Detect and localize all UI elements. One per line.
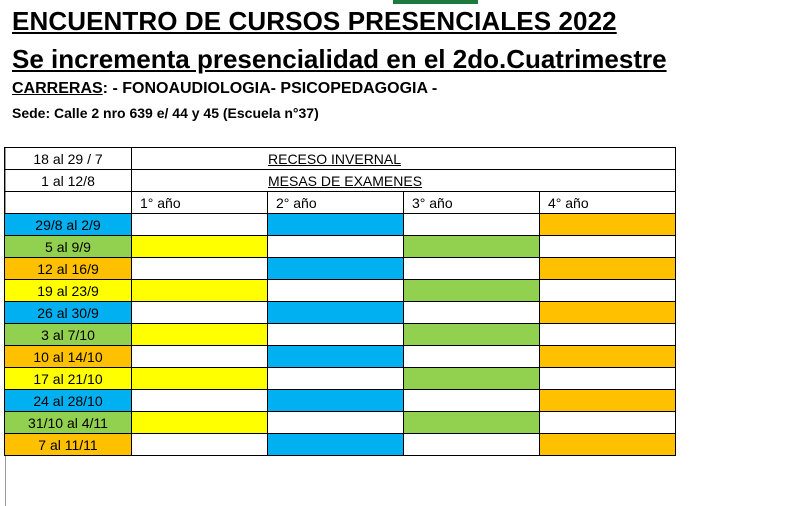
year-4-cell — [540, 236, 676, 258]
week-dates-cell: 19 al 23/9 — [5, 280, 132, 302]
year-header: 4° año — [540, 192, 676, 214]
year-1-cell — [132, 434, 268, 456]
week-dates-cell: 31/10 al 4/11 — [5, 412, 132, 434]
header-empty-cell — [5, 192, 132, 214]
schedule-row — [5, 258, 676, 280]
top-green-strip — [393, 0, 478, 4]
week-dates-cell: 17 al 21/10 — [5, 368, 132, 390]
page-subtitle: Se incrementa presencialidad en el 2do.Cuatrimestre — [12, 44, 667, 74]
year-4-cell — [540, 214, 676, 236]
year-2-cell — [268, 368, 404, 390]
year-2-cell — [268, 258, 404, 280]
year-3-cell — [404, 434, 540, 456]
year-3-cell — [404, 214, 540, 236]
year-4-cell — [540, 324, 676, 346]
week-dates-cell: 5 al 9/9 — [5, 236, 132, 258]
schedule-row — [5, 412, 676, 434]
notice-text: RECESO INVERNAL — [132, 148, 676, 170]
year-header: 2° año — [268, 192, 404, 214]
year-2-cell — [268, 280, 404, 302]
year-2-cell — [268, 434, 404, 456]
year-header-row — [5, 192, 676, 214]
year-4-cell — [540, 346, 676, 368]
year-1-cell — [132, 214, 268, 236]
week-dates-cell: 3 al 7/10 — [5, 324, 132, 346]
year-3-cell — [404, 236, 540, 258]
careers-label: CARRERAS — [12, 80, 103, 97]
year-3-cell — [404, 346, 540, 368]
year-4-cell — [540, 368, 676, 390]
schedule-table — [4, 147, 676, 456]
year-2-cell — [268, 302, 404, 324]
year-1-cell — [132, 280, 268, 302]
year-2-cell — [268, 236, 404, 258]
year-4-cell — [540, 280, 676, 302]
notice-row — [5, 148, 676, 170]
year-1-cell — [132, 302, 268, 324]
year-3-cell — [404, 280, 540, 302]
year-header: 3° año — [404, 192, 540, 214]
schedule-row — [5, 390, 676, 412]
careers-text: : - FONOAUDIOLOGIA- PSICOPEDAGOGIA - — [102, 80, 438, 97]
schedule-row — [5, 368, 676, 390]
notice-dates: 1 al 12/8 — [5, 170, 132, 192]
year-3-cell — [404, 368, 540, 390]
year-1-cell — [132, 236, 268, 258]
notice-row — [5, 170, 676, 192]
schedule-row — [5, 214, 676, 236]
week-dates-cell: 10 al 14/10 — [5, 346, 132, 368]
schedule-row — [5, 236, 676, 258]
year-1-cell — [132, 412, 268, 434]
year-2-cell — [268, 346, 404, 368]
year-4-cell — [540, 434, 676, 456]
week-dates-cell: 26 al 30/9 — [5, 302, 132, 324]
year-2-cell — [268, 412, 404, 434]
careers-line — [12, 80, 437, 98]
year-1-cell — [132, 346, 268, 368]
sede-address: Sede: Calle 2 nro 639 e/ 44 y 45 (Escuela n°37) — [12, 105, 319, 121]
year-header: 1° año — [132, 192, 268, 214]
year-3-cell — [404, 324, 540, 346]
schedule-row — [5, 302, 676, 324]
year-4-cell — [540, 258, 676, 280]
year-1-cell — [132, 258, 268, 280]
year-1-cell — [132, 368, 268, 390]
year-2-cell — [268, 214, 404, 236]
year-3-cell — [404, 258, 540, 280]
page-title: ENCUENTRO DE CURSOS PRESENCIALES 2022 — [12, 6, 617, 36]
year-3-cell — [404, 390, 540, 412]
schedule-row — [5, 324, 676, 346]
year-4-cell — [540, 302, 676, 324]
year-1-cell — [132, 390, 268, 412]
week-dates-cell: 7 al 11/11 — [5, 434, 132, 456]
schedule-row — [5, 434, 676, 456]
week-dates-cell: 29/8 al 2/9 — [5, 214, 132, 236]
year-2-cell — [268, 390, 404, 412]
year-1-cell — [132, 324, 268, 346]
notice-dates: 18 al 29 / 7 — [5, 148, 132, 170]
notice-text: MESAS DE EXAMENES — [132, 170, 676, 192]
week-dates-cell: 12 al 16/9 — [5, 258, 132, 280]
year-3-cell — [404, 302, 540, 324]
week-dates-cell: 24 al 28/10 — [5, 390, 132, 412]
year-4-cell — [540, 390, 676, 412]
year-3-cell — [404, 412, 540, 434]
year-2-cell — [268, 324, 404, 346]
schedule-row — [5, 280, 676, 302]
schedule-row — [5, 346, 676, 368]
year-4-cell — [540, 412, 676, 434]
